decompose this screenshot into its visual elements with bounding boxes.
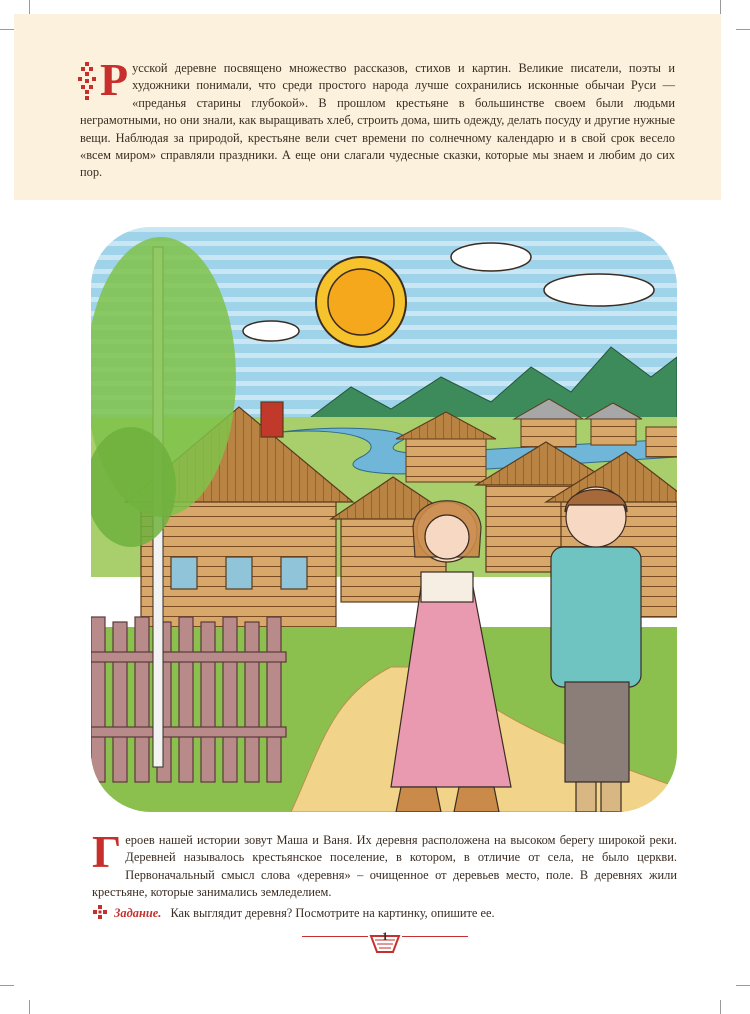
story-text: ероев нашей истории зовут Маша и Ваня. Их деревня расположена на высоком берегу широкой реки. Деревней называлось крестьянское поселение, в котором, в отличие от села, не было церкви. Первоначальный смысл слова «деревня» – очищенное от деревьев место, поле. В деревнях жили крестьяне, которые занимались земледелием. (92, 833, 677, 900)
intro-paragraph (80, 54, 675, 182)
task-line (93, 905, 678, 922)
crop-mark (736, 985, 750, 986)
task-text: Как выглядит деревня? Посмотрите на картинку, опишите ее. (170, 906, 495, 920)
ornament-diamond-icon (93, 905, 107, 919)
crop-mark (736, 29, 750, 30)
crop-mark (720, 1000, 721, 1014)
story-paragraph (92, 826, 677, 902)
crop-mark (720, 0, 721, 14)
sun-icon (316, 257, 406, 347)
crop-mark (29, 1000, 30, 1014)
intro-text: усской деревне посвящено множество рассказов, стихов и картин. Великие писатели, поэты и художники понимали, что среди простого народа лучше сохранились исконные обычаи Руси — «преданья старины глубокой». В прошлом крестьяне в большинстве своем были людьми неграмотными, но они знали, как выращивать хлеб, строить дома, шить одежду, делать посуду и другие нужные вещи. Наблюдая за природой, крестьяне вели счет времени по солнечному календарю и в свой срок весело «всем миром» справляли праздники. А еще они слагали чудесные сказки, которые мы знаем и любим до сих пор. (80, 61, 675, 180)
village-illustration (91, 227, 677, 812)
task-label: Задание. (114, 906, 162, 920)
crop-mark (0, 985, 14, 986)
footer-rule-right (402, 936, 468, 937)
story-dropcap: Г (92, 826, 122, 877)
crop-mark (0, 29, 14, 30)
page-number: 1 (382, 929, 388, 943)
intro-dropcap: Р (100, 54, 129, 105)
crop-mark (29, 0, 30, 14)
footer-rule-left (302, 936, 368, 937)
